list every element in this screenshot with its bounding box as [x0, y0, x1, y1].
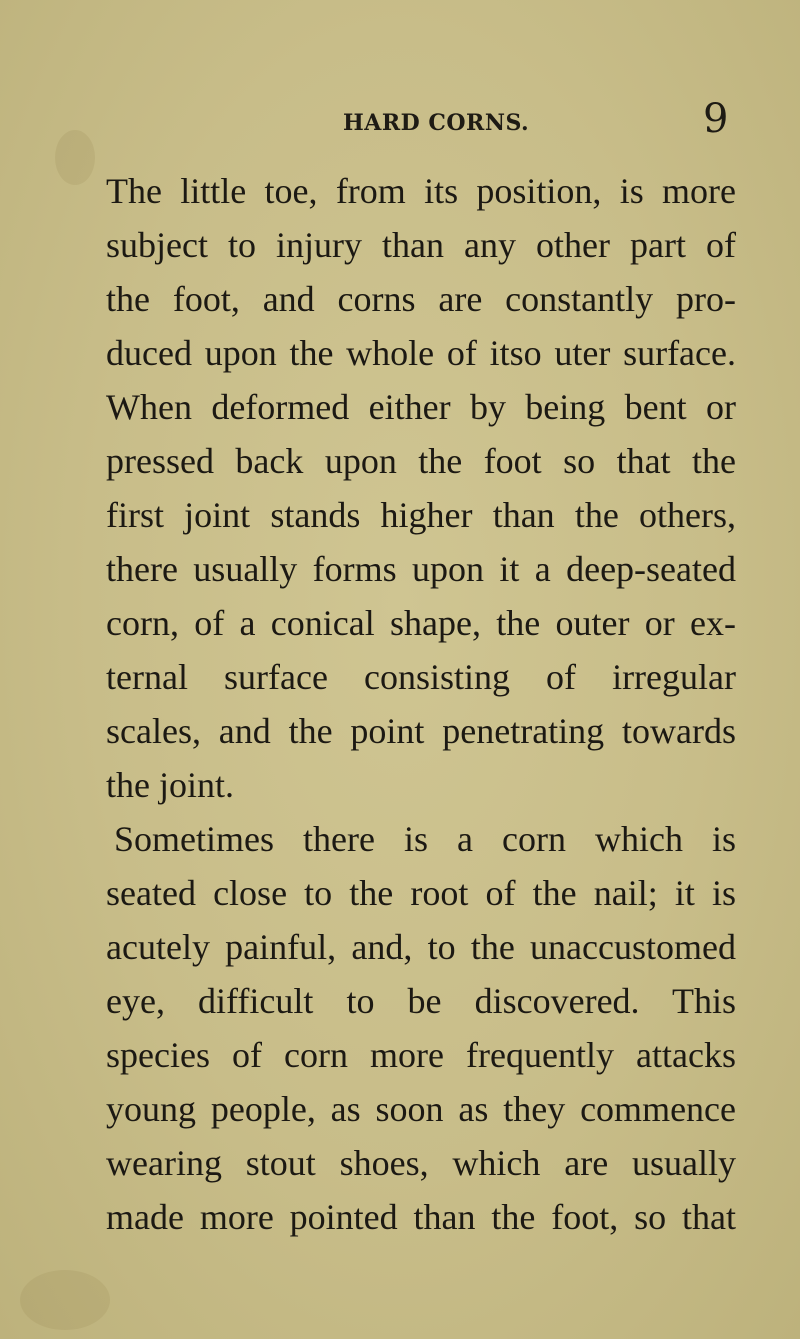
text-line: duced upon the whole of itso uter surface.: [106, 333, 736, 373]
text-line: Sometimes there is a corn which is: [114, 819, 736, 859]
page-header: [0, 96, 800, 150]
text-line: made more pointed than the foot, so that: [106, 1197, 736, 1237]
text-line: When deformed either by being bent or: [106, 387, 736, 427]
text-line: pressed back upon the foot so that the: [106, 441, 736, 481]
text-line: young people, as soon as they commence: [106, 1089, 736, 1129]
text-line: there usually forms upon it a deep-seated: [106, 549, 736, 589]
text-line: species of corn more frequently attacks: [106, 1035, 736, 1075]
text-line: scales, and the point penetrating towards: [106, 711, 736, 751]
text-line: eye, difficult to be discovered. This: [106, 981, 736, 1021]
text-line: acutely painful, and, to the unaccustomed: [106, 927, 736, 967]
text-line: corn, of a conical shape, the outer or ex-: [106, 603, 736, 643]
text-line: ternal surface consisting of irregular: [106, 657, 736, 697]
text-line: first joint stands higher than the others,: [106, 495, 736, 535]
paper-stain: [20, 1270, 110, 1330]
text-line: the joint.: [106, 765, 234, 805]
page-number: 9: [703, 96, 729, 142]
text-line: The little toe, from its position, is more: [106, 171, 736, 211]
text-line: the foot, and corns are constantly pro-: [106, 279, 736, 319]
text-line: wearing stout shoes, which are usually: [106, 1143, 736, 1183]
text-line: seated close to the root of the nail; it is: [106, 873, 736, 913]
running-head: HARD CORNS.: [343, 110, 530, 136]
text-line: subject to injury than any other part of: [106, 225, 736, 265]
body-text: [106, 164, 736, 1244]
